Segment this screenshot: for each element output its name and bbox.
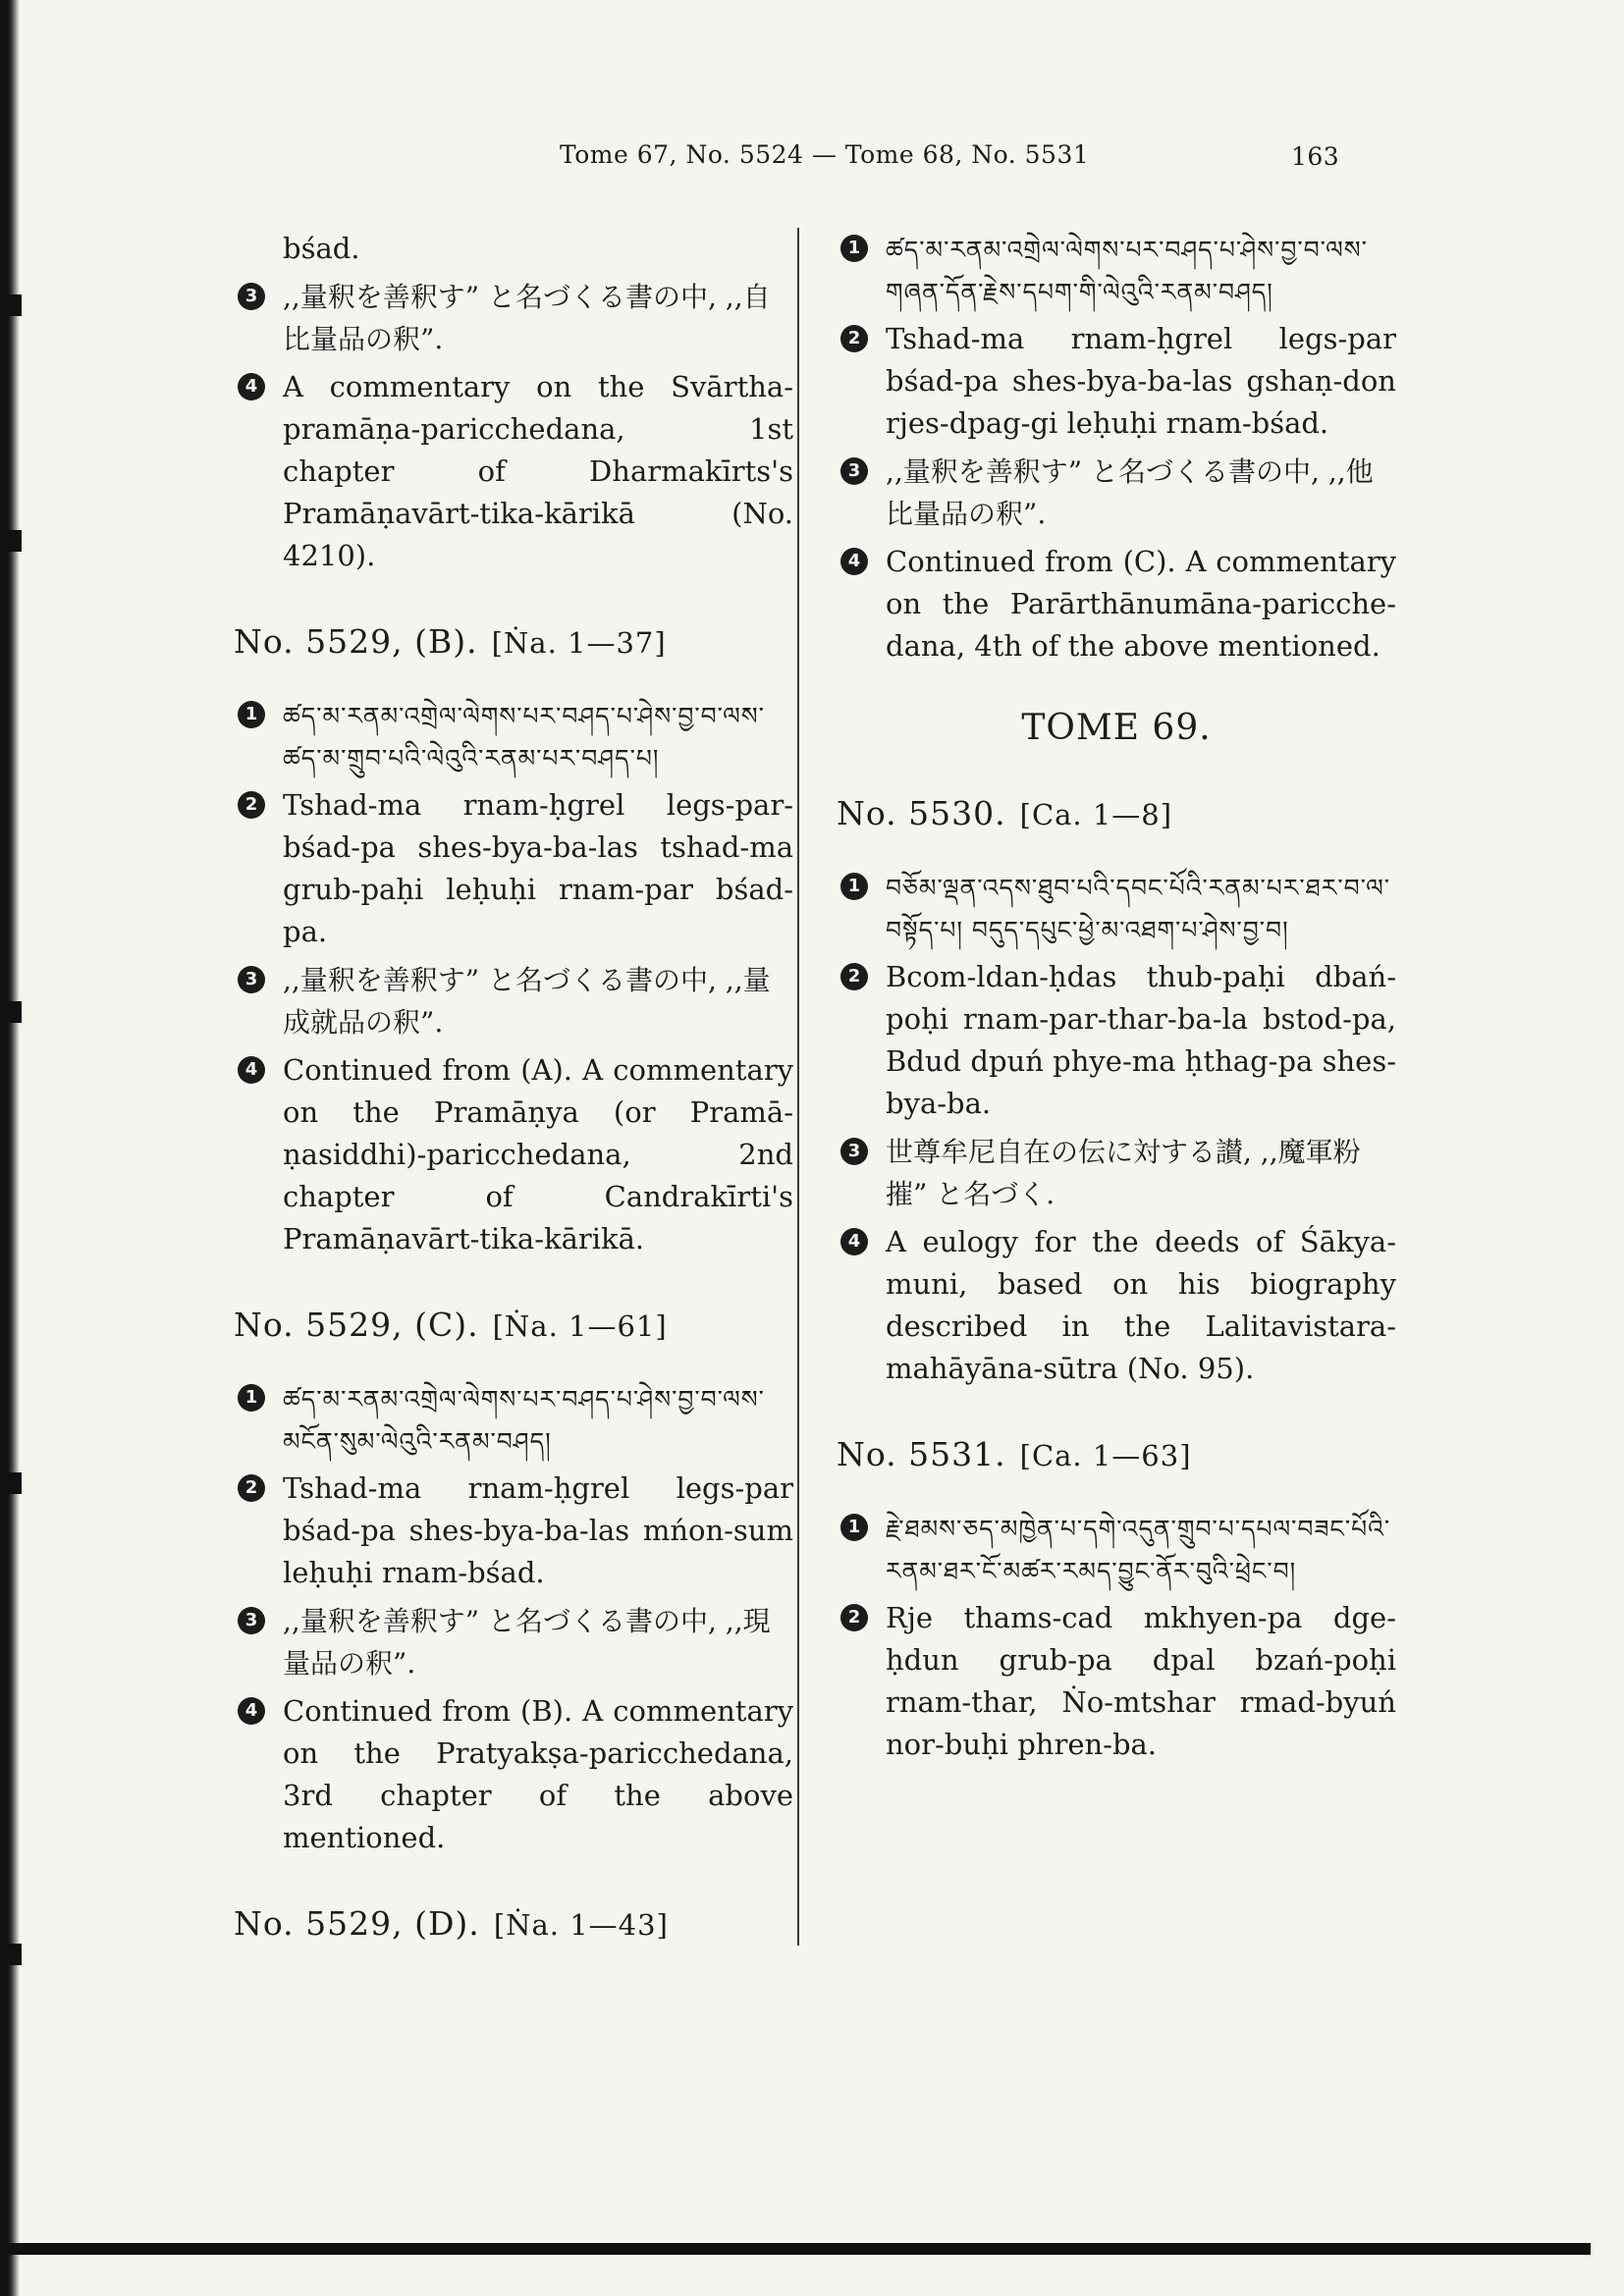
japanese-title: ,,量釈を善釈す” と名づくる書の中, ,,自比量品の釈”. (283, 281, 771, 355)
tibetan-title: ཚད་མ་རནམ་འགྲེལ་ལེགས་པར་བཤད་པ་ཤེས་བྱ་བ་ལས་ཚད་མ་གྲུབ་པའི་ལེའུའི་རནམ་པར་བཤད་པ། (283, 702, 765, 773)
entry-heading (234, 620, 793, 665)
english-description: A commentary on the Svārtha-pramāṇa-paricchedana, 1st chapter of Dharmakīrts's Pramāṇavārt-tika-kārikā (No. 4210). (283, 370, 793, 572)
list-item (234, 366, 793, 577)
list-item (837, 1221, 1396, 1390)
column-divider (797, 228, 799, 1946)
entry-number: No. 5529, (D). (234, 1904, 480, 1943)
binding-mark (8, 294, 22, 316)
item-marker: 1 (238, 701, 265, 728)
item-marker: 1 (238, 1384, 265, 1412)
item-marker: 2 (840, 1604, 868, 1631)
english-description: Continued from (C). A commentary on the Parārthānumāna-paricche-dana, 4th of the above mentioned. (886, 545, 1396, 663)
folio-range: [Ṅa. 1—43] (493, 1908, 669, 1942)
japanese-title: ,,量釈を善釈す” と名づくる書の中, ,,他比量品の釈”. (886, 455, 1374, 530)
item-marker: 3 (238, 966, 265, 993)
entry-number: No. 5529, (C). (234, 1306, 479, 1344)
item-marker: 3 (840, 1138, 868, 1165)
binding-mark (8, 1944, 22, 1965)
right-column (837, 228, 1396, 1772)
japanese-title: 世尊牟尼自在の伝に対する讃, ,,魔軍粉摧” と名づく. (886, 1136, 1361, 1210)
list-item (234, 1690, 793, 1859)
list-item (837, 866, 1396, 950)
item-marker: 4 (840, 548, 868, 575)
list-item (837, 956, 1396, 1125)
list-item (234, 276, 793, 360)
item-marker: 2 (238, 1474, 265, 1502)
item-marker: 2 (840, 325, 868, 352)
list-item (234, 1600, 793, 1684)
list-item (234, 1049, 793, 1260)
list-item (837, 1597, 1396, 1766)
list-item (837, 318, 1396, 445)
item-marker: 4 (238, 1697, 265, 1725)
transliteration: Tshad-ma rnam-ḥgrel legs-par bśad-pa shes-bya-ba-las mńon-sum leḥuḥi rnam-bśad. (283, 1471, 793, 1589)
list-item (837, 1131, 1396, 1215)
english-description: A eulogy for the deeds of Śākya-muni, based on his biography described in the Lalitavistara-mahāyāna-sūtra (No. 95). (886, 1225, 1396, 1385)
entry-number: No. 5530. (837, 794, 1006, 832)
transliteration: Rje thams-cad mkhyen-pa dge-ḥdun grub-pa dpal bzań-poḥi rnam-thar, Ṅo-mtshar rmad-byuń nor-buḥi phren-ba. (886, 1601, 1396, 1761)
japanese-title: ,,量釈を善釈す” と名づくる書の中, ,,現量品の釈”. (283, 1605, 771, 1680)
list-item (234, 1468, 793, 1594)
tibetan-title: ཚད་མ་རནམ་འགྲེལ་ལེགས་པར་བཤད་པ་ཤེས་བྱ་བ་ལས་གཞན་དོན་རྗེས་དཔག་གི་ལེའུའི་རནམ་བཤད། (886, 236, 1368, 306)
tome-heading: TOME 69. (1021, 708, 1212, 748)
item-marker: 3 (840, 457, 868, 485)
folio-range: [Ca. 1—8] (1019, 798, 1173, 831)
continued-tail: bśad. (283, 232, 360, 265)
entry-heading (234, 1902, 793, 1947)
transliteration: Bcom-ldan-ḥdas thub-paḥi dbań-poḥi rnam-par-thar-ba-la bstod-pa, Bdud dpuń phye-ma ḥthag-pa shes-bya-ba. (886, 960, 1396, 1120)
list-item (837, 451, 1396, 535)
binding-mark (8, 530, 22, 552)
japanese-title: ,,量釈を善釈す” と名づくる書の中, ,,量成就品の釈”. (283, 964, 771, 1039)
page-bottom-edge (0, 2243, 1591, 2255)
entry-heading (837, 1433, 1396, 1477)
english-description: Continued from (B). A commentary on the Pratyakṣa-paricchedana, 3rd chapter of the above mentioned. (283, 1694, 793, 1854)
folio-range: [Ca. 1—63] (1019, 1439, 1192, 1472)
list-item (234, 1377, 793, 1462)
tibetan-title: ཚད་མ་རནམ་འགྲེལ་ལེགས་པར་བཤད་པ་ཤེས་བྱ་བ་ལས་མངོན་སུམ་ལེའུའི་རནམ་བཤད། (283, 1385, 765, 1456)
item-marker: 1 (840, 873, 868, 900)
left-column (234, 228, 793, 1976)
list-item (837, 1507, 1396, 1591)
entry-heading (234, 1304, 793, 1348)
binding-mark (8, 1001, 22, 1023)
entry-number: No. 5529, (B). (234, 622, 478, 661)
list-item (234, 784, 793, 953)
folio-range: [Ṅa. 1—61] (492, 1309, 668, 1343)
item-marker: 1 (840, 1514, 868, 1541)
transliteration: Tshad-ma rnam-ḥgrel legs-par-bśad-pa shes-bya-ba-las tshad-ma grub-paḥi leḥuḥi rnam-par bśad-pa. (283, 788, 793, 948)
list-item (234, 959, 793, 1043)
entry-number: No. 5531. (837, 1435, 1006, 1473)
item-marker: 1 (840, 235, 868, 262)
item-marker: 2 (840, 963, 868, 990)
list-item (837, 228, 1396, 312)
item-marker: 3 (238, 1607, 265, 1634)
binding-mark (8, 1472, 22, 1494)
item-marker: 4 (840, 1228, 868, 1255)
entry-heading (837, 792, 1396, 836)
item-marker: 3 (238, 283, 265, 310)
item-marker: 2 (238, 791, 265, 819)
list-item (234, 694, 793, 778)
item-marker: 4 (238, 1056, 265, 1084)
english-description: Continued from (A). A commentary on the Pramāṇya (or Pramā-ṇasiddhi)-paricchedana, 2nd chapter of Candrakīrti's Pramāṇavārt-tika-kārikā. (283, 1053, 793, 1255)
tibetan-title: བཅོམ་ལྡན་འདས་ཐུབ་པའི་དབང་པོའི་རནམ་པར་ཐར་བ་ལ་བསྟོད་པ། བདུད་དཔུང་ཕྱེ་མ་འཐག་པ་ཤེས་བྱ་བ། (886, 874, 1391, 944)
list-item (837, 541, 1396, 667)
folio-range: [Ṅa. 1—37] (491, 626, 667, 660)
tibetan-title: རྗེ་ཐམས་ཅད་མཁྱེན་པ་དགེ་འདུན་གྲུབ་པ་དཔལ་བཟང་པོའི་རནམ་ཐར་ངོ་མཚར་རམད་བྱུང་ནོར་བུའི་ཕྲེང་བ། (886, 1515, 1391, 1585)
running-title: Tome 67, No. 5524 — Tome 68, No. 5531 (560, 140, 1090, 169)
transliteration: Tshad-ma rnam-ḥgrel legs-par bśad-pa shes-bya-ba-las gshaṇ-don rjes-dpag-gi leḥuḥi rnam-bśad. (886, 322, 1396, 440)
page-number: 163 (1291, 142, 1340, 171)
item-marker: 4 (238, 373, 265, 400)
